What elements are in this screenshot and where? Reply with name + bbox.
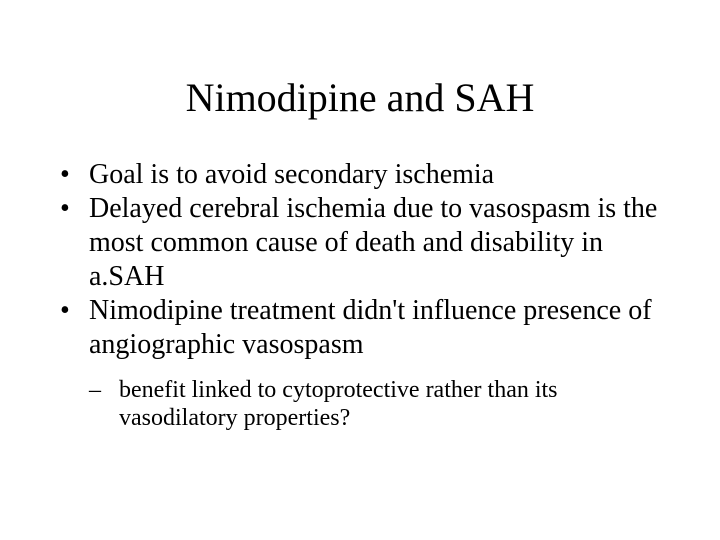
sub-bullet-text: benefit linked to cytoprotective rather than its vasodilatory properties?	[119, 377, 558, 431]
sub-bullet-item	[89, 376, 680, 432]
bullet-text: Delayed cerebral ischemia due to vasospasm is the most common cause of death and disability in a.SAH	[89, 193, 658, 292]
sub-bullet-marker: –	[89, 377, 101, 403]
slide-title: Nimodipine and SAH	[185, 75, 535, 120]
bullet-marker: •	[60, 193, 70, 224]
bullet-item	[60, 192, 680, 294]
bullet-list	[60, 158, 680, 432]
bullet-marker: •	[60, 295, 70, 326]
bullet-marker: •	[60, 159, 70, 190]
bullet-item	[60, 158, 680, 192]
bullet-text: Goal is to avoid secondary ischemia	[89, 159, 495, 190]
sub-bullet-list	[89, 376, 680, 432]
bullet-text: Nimodipine treatment didn't influence presence of angiographic vasospasm	[89, 295, 652, 360]
bullet-item	[60, 294, 680, 432]
